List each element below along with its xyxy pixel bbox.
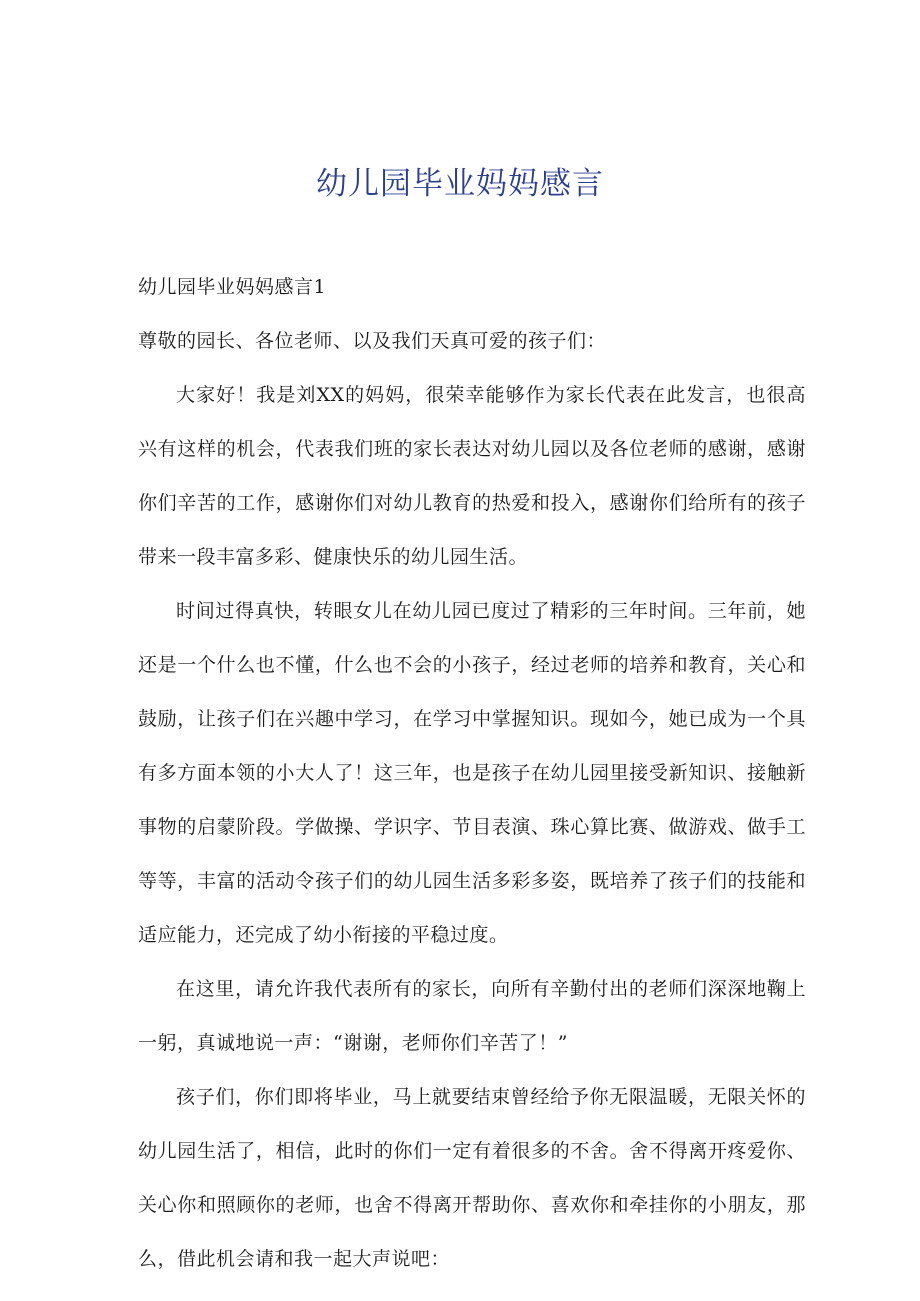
greeting-line: 尊敬的园长、各位老师、以及我们天真可爱的孩子们： xyxy=(138,330,607,352)
paragraph-4: 孩子们，你们即将毕业，马上就要结束曾经给予你无限温暖，无限关怀的幼儿园生活了，相信，此时的你们一定有着很多的不舍。舍不得离开疼爱你、关心你和照顾你的老师，也舍不得离开帮助你、喜欢你和牵挂你的小朋友，那么，借此机会请和我一起大声说吧： xyxy=(138,1086,806,1270)
section-heading: 幼儿园毕业妈妈感言1 xyxy=(138,276,327,298)
paragraph-2: 时间过得真快，转眼女儿在幼儿园已度过了精彩的三年时间。三年前，她还是一个什么也不懂，什么也不会的小孩子，经过老师的培养和教育，关心和鼓励，让孩子们在兴趣中学习，在学习中掌握知识。现如今，她已成为一个具有多方面本领的小大人了！这三年，也是孩子在幼儿园里接受新知识、接触新事物的启蒙阶段。学做操、学识字、节目表演、珠心算比赛、做游戏、做手工等等，丰富的活动令孩子们的幼儿园生活多彩多姿，既培养了孩子们的技能和适应能力，还完成了幼小衔接的平稳过度。 xyxy=(138,600,806,946)
document-title: 幼儿园毕业妈妈感言 xyxy=(316,166,604,202)
paragraph-3: 在这里，请允许我代表所有的家长，向所有辛勤付出的老师们深深地鞠上一躬，真诚地说一声：“谢谢，老师你们辛苦了！” xyxy=(138,978,806,1054)
document-body xyxy=(138,256,806,1286)
paragraph-1: 大家好！我是刘XX的妈妈，很荣幸能够作为家长代表在此发言，也很高兴有这样的机会，代表我们班的家长表达对幼儿园以及各位老师的感谢，感谢你们辛苦的工作，感谢你们对幼儿教育的热爱和投入，感谢你们给所有的孩子带来一段丰富多彩、健康快乐的幼儿园生活。 xyxy=(138,384,806,568)
